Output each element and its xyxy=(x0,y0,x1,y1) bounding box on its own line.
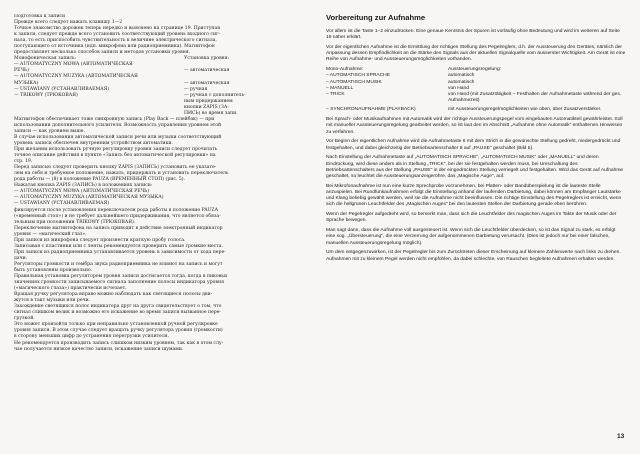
de-mode-level: automatisch xyxy=(448,73,475,79)
ru-line: Записывая с пластинки или с ленты рекомендуется проверить самые громкие места. xyxy=(14,243,223,249)
ru-mode-level: ПИСЬ) во время запи. xyxy=(184,110,238,116)
de-mono-label: Mono-Aufnahme: xyxy=(326,67,364,73)
de-level-label: Aussteuerungsregelung: xyxy=(448,67,502,73)
de-paragraph: Um dem entgegenzuwirken, ist der Pegelregler bis zum Zurücktreten dieser Erscheinung auf kleinere Zahlenwerte nach links zu drehen. Aufnahmen mit zu kleinem Pegel werden nicht empfohlen, da dabei schlechte, von Rauschen begleitete Aufnahmen erhalten werden. xyxy=(326,250,621,262)
ru-mode-name xyxy=(14,111,184,117)
de-mode-name: – AUTOMATISCH MUSIK xyxy=(326,79,382,85)
de-paragraph: Bei Sprach- oder Musikaufnahmen mit Automatik wird der richtige Aussteuerungspegel vom eingebauten Automatikteil gewährleistet. Soll mit manueller Aussteuerungsregelung gearbeitet werden, so ist laut den im Abschnitt „Aufnahme ohne Automatik" enthaltenen Hinweisen zu verfahren. xyxy=(326,117,623,135)
ru-line: При записи из радиоприемника устанавливается уровень в зависимости от хода пере- xyxy=(14,249,226,255)
ru-mode-name: — USTAWIANY (УСТАНАВЛИВАЕМАЯ) xyxy=(14,86,110,92)
german-title: Vorbereitung zur Aufnahme xyxy=(326,13,426,22)
ru-line: В случае использования автоматической записи речи или музыки соответствующий xyxy=(14,134,222,140)
ru-line: При желании использовать ручную регулировку уровня записи следует прочитать xyxy=(14,147,218,153)
de-paragraph: Vor der eigentlichen Aufnahme ist die Ermittlung der richtigen Stellung des Pegelreglers, d.h. der Aussteuerung des Gerätes, nämlich der Anpassung dessen Empfindlichkeit an die Stärke des Signals aus der aktuellen Signalquelle vom äusserster Wichtigkeit. Am Gerät ist eine Reihe von Aufnahme- und Aussteuerungsmöglichkeiten vorhanden. xyxy=(326,45,626,63)
german-column xyxy=(326,12,626,430)
russian-column xyxy=(14,14,310,444)
de-mode-row xyxy=(326,92,626,104)
ru-line: значениях громкости записываемого сигнала заполнение полосы индикатора уровня xyxy=(14,280,224,286)
de-paragraph: Wenn der Pegelregler aufgedreht wird, so bemerkt man, dass sich die Leuchtfelder des magischen Auges im Takte der Musik oder der Sprache bewegen. xyxy=(326,212,617,224)
ru-line: Перед записью следует проверить кнопку ZAPIS (ЗАПИСЬ) установить ее указате- xyxy=(14,165,217,171)
russian-intro xyxy=(14,20,310,62)
ru-mode-level: — автоматическая xyxy=(184,80,230,86)
ru-line: При записи из микрофона следует произнести краткую пробу голоса. xyxy=(14,237,186,243)
de-paragraph: Vor allem ist die Taste 1–2 einzudrücken. Eine genaue Kenntnis der Spuren ist vorläufig ohne Bedeutung und wird im weiteren auf Seite 19 näher erklärt. xyxy=(326,29,620,41)
ru-line: грузкой. xyxy=(14,316,35,322)
ru-line: Вращая ручку регулятора вправо можно наблюдать как светящиеся полосы дви- xyxy=(14,292,213,298)
de-paragraph: Nach Einstellung der Aufnahmetaste auf „AUTOMATISCH SPRACHE", „AUTOMATISCH MUSIK" oder „MANUELL" und deren Eindrückung, wird diese anders als in Stellung „TRICK", bei der sie festgehalten werden muss, bei Umschaltung des Betriebsartenschalters aus der Stellung „PAUSE" in der eingedrückten Stellung verriegelt und festgehalten. Wird das Gerät auf Aufnahme geschaltet, so leuchtet die Aussteuerungsanzeigeröhre, das „Magische Auge", auf. xyxy=(326,155,624,180)
ru-line: Прежде всего следует нажать клавишу 1—2 xyxy=(14,20,123,26)
ru-line: Точное знакомство дорожек теперь нередко и выяснено на странице 19. Приступая xyxy=(14,26,221,32)
russian-mode-list xyxy=(14,62,310,116)
ru-line: Регуляторы громкости и тембра звука радиоприемника не влияют на запись и могут xyxy=(14,261,223,267)
ru-line: Магнитофон обеспечивает тоже синхронную запись (Play Back — плейбэк) — при xyxy=(14,116,215,122)
ru-line: точное описание действия в пункте «Запись без автоматической регулировки» на xyxy=(14,153,216,159)
ru-mono-label: Монофоническая запись: xyxy=(14,56,77,62)
ru-line: сигнал слишком велик и возможно его искажение во время записи вызванное пере- xyxy=(14,310,221,316)
ru-line: Не рекомендуется производить запись слишком низким уровнем, так как в этом слу- xyxy=(14,340,224,346)
ru-mode-name: — TRIKOWY (ТРЮКОВАЯ) xyxy=(14,92,78,98)
ru-mode-row xyxy=(14,111,310,117)
de-sync-level: mit Aussteuerungsregelmöglichkeiten wie oben, über Zusatzverstärker. xyxy=(448,107,602,113)
ru-mode-level: кнопки ZAPIS (ЗА- xyxy=(184,104,229,110)
ru-line: («временный стоп») и не требует дальнейшего придерживания, что является обяза- xyxy=(14,213,221,219)
ru-line: Это может произойти только при неправильно установленной ручной регулировке xyxy=(14,322,218,328)
ru-line: Переключение магнитофона на запись приводит в действие электронный индикатор xyxy=(14,225,223,231)
ru-line: — USTAWIANY (УСТАНАВЛИВАЕМАЯ) xyxy=(14,201,110,207)
ru-line: дачи. xyxy=(14,255,28,261)
de-mode-level: automatisch xyxy=(448,79,475,85)
ru-mode-name: — AUTOMATYCZNY MUZYKA (АВТОМАТИЧЕСКАЯ xyxy=(14,74,138,80)
ru-line: использовании дополнительного усилителя. Возможность управления уровнем этой xyxy=(14,122,222,128)
de-paragraph: Vor Beginn der eigentlichen Aufnahme wird die Aufnahmetaste 6 mit dem Strich in die gewünschte Stellung gedreht, niedergedrückt und festgehalten, und dabei gleichzeitig der Betriebsartenschalter 8 auf „PAUSE" geschaltet (Bild 5). xyxy=(326,139,621,151)
ru-line: в сторону меньших цифр до устранения перегрузки усилителя. xyxy=(14,334,170,340)
ru-line: уровень записи обеспечен внутренним устройством автоматики. xyxy=(14,140,173,146)
ru-mode-name: — AUTOMATYCZNY MOWA (АВТОМАТИЧЕСКАЯ xyxy=(14,62,133,68)
de-mode-name: – MANUELL xyxy=(326,85,354,91)
ru-line: фиксируется после установления переключателя рода работы в положение PAUZA xyxy=(14,207,218,213)
ru-line: записи — как уровнем выше. xyxy=(14,128,85,134)
ru-line: стр. 19. xyxy=(14,159,33,165)
ru-mode-level: — ручная с дополнитель- xyxy=(184,92,246,98)
de-sync-row xyxy=(326,107,626,113)
ru-mode-name: МУЗЫКА) xyxy=(14,80,39,86)
de-mode-name: – AUTOMATISCH SPRACHE xyxy=(326,73,390,79)
de-mode-level: von Hand xyxy=(448,85,469,91)
ru-line: Правильная установка регулятором уровня записи достигается тогда, когда в пиковых xyxy=(14,274,228,280)
ru-line: жутся в такт музыки или речи. xyxy=(14,298,91,304)
de-mode-level: von Hand (mit Zusatztätigkeit – Festhalten der Aufnahmetaste während der ges. Aufnahmezeit) xyxy=(448,92,622,104)
ru-line: уровня — «магический глаз». xyxy=(14,231,87,237)
ru-line: — AUTOMATYCZNY MUZYKA (АВТОМАТИЧЕСКАЯ МУЗЫКА) xyxy=(14,195,164,201)
ru-mode-level: — автоматическая xyxy=(184,68,230,74)
ru-line: рода работы — (8) в положение PAUZA (ВРЕМЕННЫЙ СТОП) (рис. 5). xyxy=(14,177,185,183)
ru-line: нала, то есть приспособить чувствительность к величине электрического сигнала, xyxy=(14,38,217,44)
ru-line: («магического глаза») практически исчезает. xyxy=(14,286,127,292)
ru-mode-name: РЕЧЬ) xyxy=(14,68,29,74)
ru-line: быть установлены произвольно. xyxy=(14,267,93,273)
de-paragraph: Man sagt dann, dass die Aufnahme voll ausgesteuert ist. Wenn sich die Leuchtfelder überdecken, so ist das Signal zu stark, es erfolgt eine sog. „Übersteuerung", die eine Verzerrung der aufgenommenen Darbietung verursacht. (Dies ist jedoch nur bei einer falschen, manuellen Aussteuerungsregelung möglich). xyxy=(326,228,616,246)
ru-level-label: Установка уровня: xyxy=(184,56,230,62)
ru-line: предоставляет несколько способов записи и методов установки уровня. xyxy=(14,50,191,56)
page-number: 13 xyxy=(617,433,625,440)
ru-line: лем на себя и требуемое положение, нажать, придержать и установить переключатель xyxy=(14,171,229,177)
ru-line: Захождение светящихся полос индикатора друг на друга свидетельствует о том, что xyxy=(14,304,222,310)
ru-line: — AUTOMATYCZNY MOWA (АВТОМАТИЧЕСКАЯ РЕЧЬ) xyxy=(14,189,150,195)
ru-mode-level: — ручная xyxy=(184,86,208,92)
ru-line: чае получается низкое качество записи, искажение записи шумами. xyxy=(14,346,184,352)
russian-heading: Подготовка к записи xyxy=(14,14,66,19)
de-paragraph: Bei Mikrofonaufnahme ist nun eine kurze Sprechprobe vorzunehmen, bei Platten- oder Bandüberspielung ist die lauteste Stelle anzuspielen. Bei Rundfunkaufnahmen erfolgt die Einstellung anhand der laufenden Darbietung, dabei können am Empfänger Lautstärke und Klang beliebig gewählt werden, weil sie die Aufnahme nicht beeinflussen. Die richtige Einstellung des Pegelreglers ist erreicht, wenn sich die hellgrünen Leuchtfelder des „Magischen Auges" bei den lautesten Stellen der Darbietung gerade eben berühren. xyxy=(326,183,622,208)
russian-body xyxy=(14,117,310,353)
de-mode-name: – TRICK xyxy=(326,92,345,98)
ru-line: Нажатая кнопка ZAPIS (ЗАПИСЬ) в положениях записи: xyxy=(14,183,153,189)
ru-line: тельным при положении TRIKOWY (ТРЮКОВАЯ). xyxy=(14,219,136,225)
ru-line: уровня записи. В этом случае следует вращать ручку регулятора уровня (громкости) xyxy=(14,328,223,334)
ru-line: поступающего от источника (ндп. микрофона или радиоприемника). Магнитофон xyxy=(14,44,215,50)
de-sync-name: – SYNCHRONAUFNAHME (PLAYBACK) xyxy=(326,107,416,113)
ru-line: к записи, следует прежде всего установить соответствующий уровень входного сиг- xyxy=(14,32,221,38)
ru-mode-level: ным придержанием xyxy=(184,98,233,104)
